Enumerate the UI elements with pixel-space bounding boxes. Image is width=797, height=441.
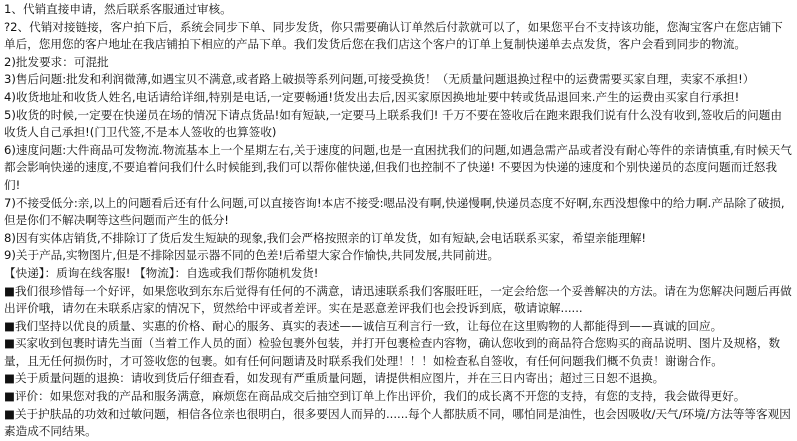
notice-line-1: 1、代销直接申请，然后联系客服通过审核。: [4, 2, 232, 16]
notice-line-15: ■关于质量问题的退换：请收到货后仔细查看，如发现有严重质量问题，请提供相应图片，并在三日内寄出；超过三日恕不退换。: [4, 371, 665, 386]
notice-line-16: ■评价：如果您对我的产品和服务满意，麻烦您在商品成交后抽空到订单上作出评价，我们的成长离不开您的支持，有您的支持，我会做得更好。: [4, 389, 746, 404]
notice-line-10: 9)关于产品,实物图片,但是不排除因显示器不同的色差!后希望大家合作愉快,共同发展,共同前进。: [4, 248, 500, 263]
notice-line-6: 5)收货的时候,一定要在快递员在场的情况下请点货品!如有短缺,一定要马上联系我们! 千万不要在签收后在跑来跟我们说有什么没有收到,签收后的问题由收货人自己承担!(门卫代签,不是本人签收的也算签收): [4, 107, 782, 140]
notice-line-17: ■关于护肤品的功效和过敏问题，相信各位亲也很明白，很多要因人而异的......每个人都肤质不同，哪怕同是油性，也会因吸收/天气/环境/方法等等客观因素造成不同结果。: [4, 406, 791, 439]
notice-line-12: ■我们很珍惜每一个好评，如果您收到东东后觉得有任何的不满意，请迅速联系我们客服旺旺，一定会给您一个妥善解决的方法。请在为您解决问题后再做出评价哦，请勿在未联系店家的情况下，贸然给中评或者差评。实在是恶意差评我们也会投诉到底，敬请谅解......: [4, 283, 792, 316]
notice-line-7: 6)速度问题:大件商品可发物流.物流基本上一个星期左右,关于速度的问题,也是一直困扰我们的问题,如遇急需产品或者没有耐心等件的亲请慎重,有时候天气都会影响快递的速度,不要追着问我们什么时候能到,我们可以帮你催快递,但我们也控制不了快递! 不要因为快递的速度和个别快递员的态度问题而迁怒我们!: [4, 142, 792, 192]
notice-line-14: ■买家收到包裹时请先当面（当着工作人员的面）检验包裹外包装，并打开包裹检查内容物，确认您收到的商品符合您购买的商品说明、图片及规格，数量，且无任何损伤时，才可签收您的包裹。如有任何问题请及时联系我们处理！！！如检查私自签收，有任何问题我们概不负责！谢谢合作。: [4, 336, 781, 368]
notice-line-2: ?2、代销对接链接，客户拍下后，系统会同步下单、同步发货，你只需要确认订单然后付款就可以了，如果您平台不支持该功能，您淘宝客户在您店铺下单后，您用您的客户地址在我店铺拍下相应的产品下单。我们发货后您在我们店这个客户的订单上复制快递单去点发货，客户会看到同步的物流。: [4, 19, 783, 52]
notice-line-3: 2)批发要求：可混批: [4, 54, 109, 69]
notice-line-4: 3)售后问题:批发和利润微薄,如遇宝贝不满意,或者路上破损等系列问题,可接受换货！（无质量问题退换过程中的运费需要买家自理，卖家不承担!）: [4, 72, 755, 87]
notice-line-9: 8)因有实体店销货,不排除订了货后发生短缺的现象,我们会严格按照亲的订单发货，如有短缺,会电话联系买家，希望亲能理解!: [4, 230, 647, 245]
notice-line-11: 【快递】：质询在线客服! 【物流】：自选或我们帮你随机发货!: [4, 265, 319, 280]
notice-line-13: ■我们坚持以优良的质量、实惠的价格、耐心的服务、真实的表述——诚信互利言行一致，让每位在这里购物的人都能得到——真诚的回应。: [4, 318, 723, 333]
notice-line-5: 4)收货地址和收货人姓名,电话请给详细,特别是电话,一定要畅通!货发出去后,因买家原因换地址要中转或货品退回来.产生的运费由买家自行承担!: [4, 89, 740, 104]
notice-line-8: 7)不接受低分:亲,以上的问题看后还有什么问题,可以直接咨询!本店不接受:嗯品没有啊,快递慢啊,快递员态度不好啊,东西没想像中的给力啊.产品除了破损,但是你们不解决啊等这些问题而产生的低分!: [4, 195, 785, 228]
